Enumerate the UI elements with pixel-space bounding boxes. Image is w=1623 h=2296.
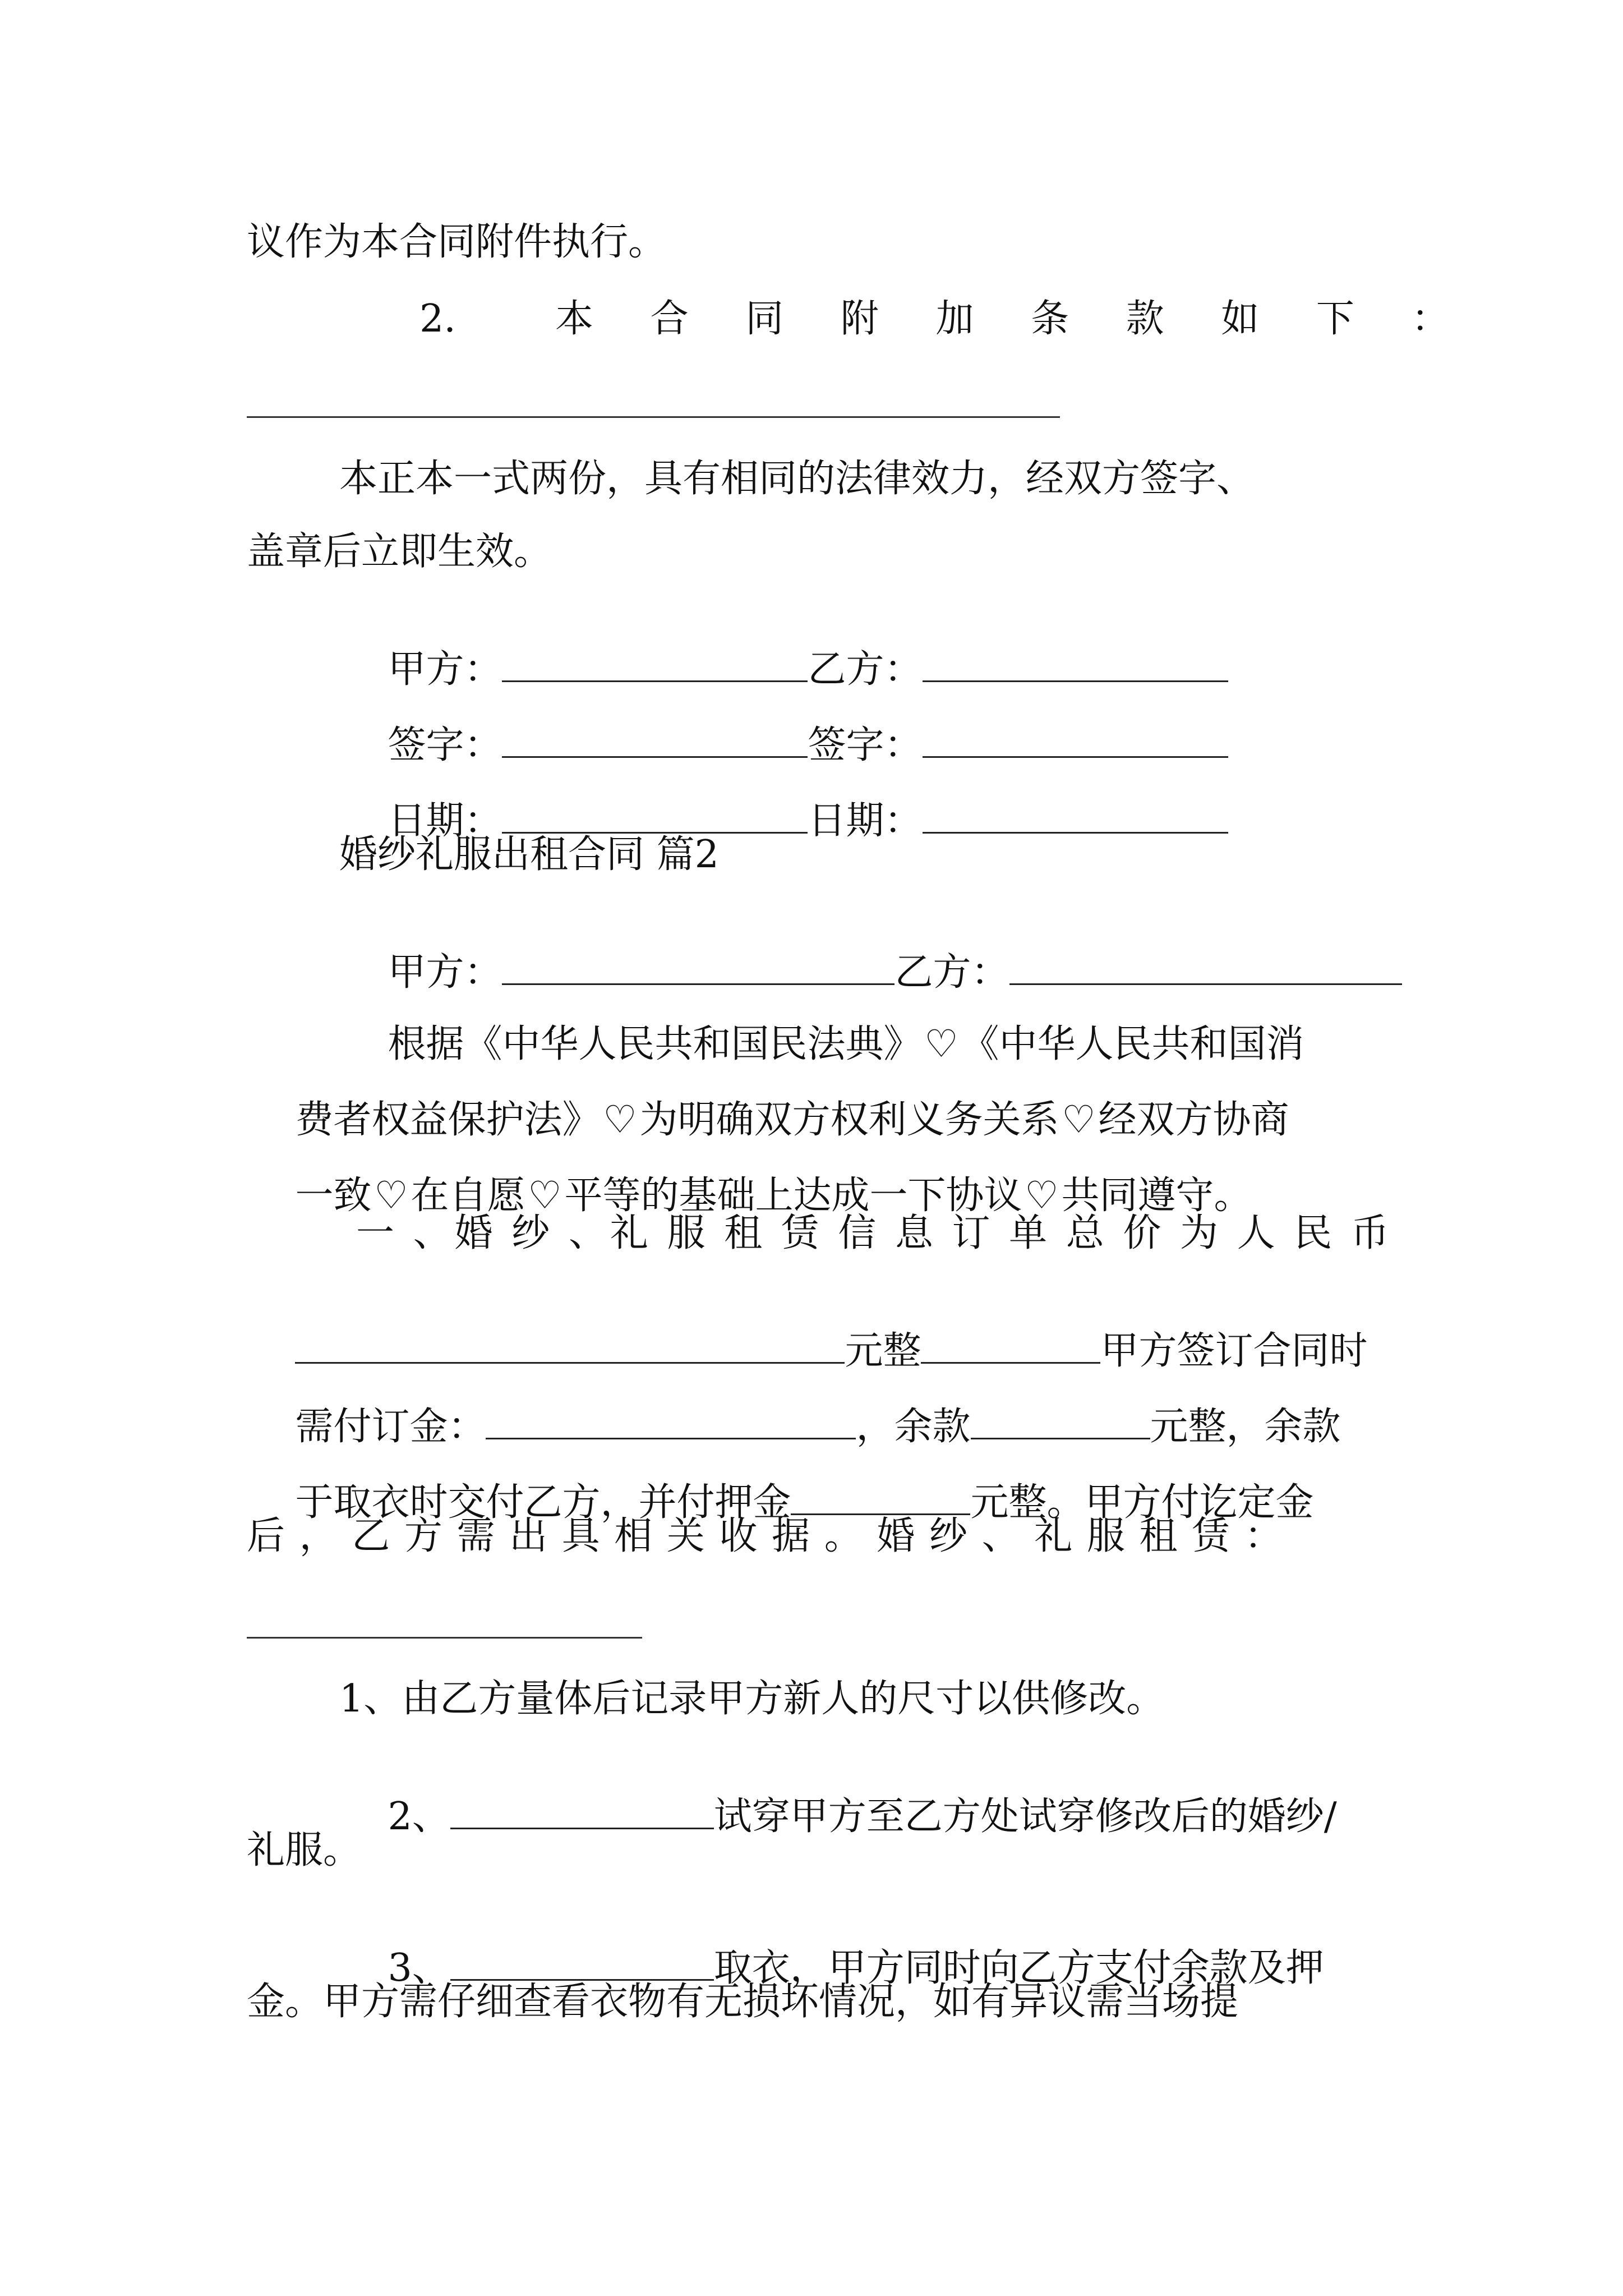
party-b-label: 乙方： [895,950,1009,995]
sign-b-blank [923,723,1228,758]
list-item-continuation: 礼服。 [247,1828,362,1872]
guarantee-blank [791,1480,970,1515]
text-run: 3、 [388,1946,450,1990]
paragraph-line: 本正本一式两份，具有相同的法律效力，经双方签字、 [339,457,1255,501]
blank [450,1945,714,1981]
section-title: 婚纱礼服出租合同 篇2 [339,832,719,877]
date-a-label: 日期： [388,799,502,843]
text-run: 于取衣时交付乙方，并付押金 [295,1480,791,1525]
text-run: 《中华人民共和国消 [961,1022,1304,1066]
party-a-blank [502,647,808,682]
text-run: 为明确双方权利义务关系 [639,1098,1059,1142]
heart-icon: ♡ [1025,1174,1059,1218]
text-run: 费者权益保护法》 [295,1098,601,1142]
list-item-continuation: 金。甲方需仔细查看衣物有无损坏情况，如有异议需当场提 [247,1980,1239,2024]
deposit-blank [486,1404,856,1439]
blank [450,1794,714,1829]
text-run: ，余款 [856,1405,971,1449]
date-b-label: 日期： [808,799,923,843]
heart-icon: ♡ [1062,1098,1096,1142]
text-run: 共同遵守。 [1061,1174,1252,1218]
party-a-label: 甲方： [388,647,502,692]
paragraph-line: 一 、婚 纱 、礼 服 租 赁 信 息 订 单 总 价 为 人 民 币 [356,1211,1393,1255]
party-a-blank [502,950,895,985]
text-run: 元整 [845,1329,921,1373]
text-line: 议作为本合同附件执行。 [247,220,667,264]
text-run: 元整，余款 [1150,1405,1341,1449]
text-run: 根据《中华人民共和国民法典》 [388,1022,922,1066]
text-run: 经双方协商 [1098,1098,1289,1142]
party-b-label: 乙方： [808,647,923,692]
heart-icon: ♡ [528,1174,562,1218]
blank-line [247,1637,642,1639]
text-run: 元整。甲方付讫定金 [970,1480,1314,1525]
party-b-blank [1009,950,1402,985]
text-run: 试穿甲方至乙方处试穿修改后的婚纱/ [713,1795,1337,1839]
text-run: 平等的基础上达成一下协议 [564,1174,1022,1218]
heart-icon: ♡ [924,1022,958,1066]
text-run: 一致 [295,1174,372,1218]
party-b-blank [923,647,1228,682]
list-item [339,1756,1337,1874]
balance-blank [971,1404,1150,1439]
text-run: 甲方签订合同时 [1100,1329,1368,1373]
date-a-blank [502,798,808,834]
clause-heading: 本 合 同 附 加 条 款 如 下 ： [555,297,1472,341]
sign-a-label: 签字： [388,723,502,767]
sign-a-blank [502,723,808,758]
blank-line [247,416,1060,418]
paragraph-line: 盖章后立即生效。 [247,530,552,574]
text-run: 2、 [388,1795,450,1839]
total-price-blank [295,1328,845,1364]
heart-icon: ♡ [603,1098,637,1142]
text-run: 取衣，甲方同时向乙方支付余款及押 [713,1946,1324,1990]
blank [921,1328,1100,1364]
paragraph-line: 后 ， 乙 方 需 出 具 相 关 收 据 。 婚 纱 、 礼 服 租 赁 ： [247,1514,1284,1558]
text-run: 需付订金： [295,1405,486,1449]
clause-number: 2. [419,297,456,341]
date-b-blank [923,798,1228,834]
party-a-label: 甲方： [388,950,502,995]
list-item: 1、由乙方量体后记录甲方新人的尺寸以供修改。 [339,1677,1165,1721]
sign-b-label: 签字： [808,723,923,767]
text-run: 在自愿 [411,1174,525,1218]
heart-icon: ♡ [374,1174,408,1218]
